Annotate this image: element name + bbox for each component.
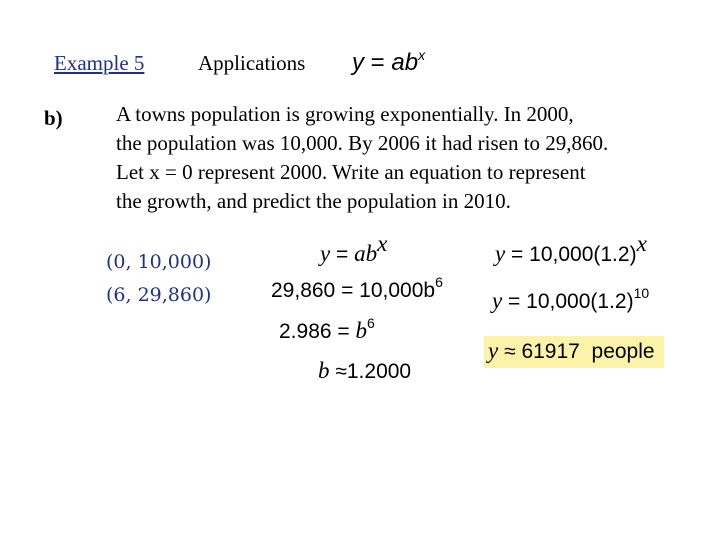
topic-heading: Applications xyxy=(198,51,306,75)
step1-rhs: ab xyxy=(354,241,378,266)
step3-lhs: 2.986 xyxy=(279,320,332,343)
eq1-rhs: 10,000(1.2) xyxy=(529,243,637,266)
work-step-1: $y = ab^x$ xyxy=(320,231,388,266)
problem-line: the population was 10,000. By 2006 it had risen to 29,860. xyxy=(116,131,609,155)
general-formula xyxy=(352,49,425,77)
step2-lhs: 29,860 xyxy=(271,279,336,302)
answer xyxy=(488,338,655,364)
step3-exp: 6 xyxy=(367,315,375,331)
step4-rhs: 1.2000 xyxy=(346,360,412,383)
work-step-3: $2.986 = b^6$ xyxy=(279,315,375,343)
equation-general: $y = 10,000(1.2)^x$ xyxy=(495,231,647,266)
step4-lhs: b xyxy=(318,358,330,383)
point-2: (6, 29,860) xyxy=(106,284,212,306)
equation-2010: $y = 10,000(1.2)^{10}$ xyxy=(492,285,650,313)
work-step-2: $29,860 = 10,000b^6$ xyxy=(271,274,443,302)
eq1-lhs: y xyxy=(495,241,506,266)
problem-line: the growth, and predict the population in 2010. xyxy=(116,189,511,213)
formula-base: ab xyxy=(391,49,419,76)
problem-text xyxy=(116,100,608,216)
example-title: Example 5 xyxy=(54,51,145,75)
step3-rhs: b xyxy=(355,318,367,343)
problem-line: Let x = 0 represent 2000. Write an equation to represent xyxy=(116,160,586,184)
step2-rhs: 10,000b xyxy=(359,279,436,302)
answer-value: 61917 xyxy=(521,340,580,363)
problem-line: A towns population is growing exponentially. In 2000, xyxy=(116,102,574,126)
eq2-exp: 10 xyxy=(633,285,650,301)
answer-rel: ≈ xyxy=(504,340,516,363)
step1-lhs: y xyxy=(320,241,331,266)
formula-eq: = xyxy=(364,49,392,76)
eq1-exp: x xyxy=(636,231,647,256)
step2-exp: 6 xyxy=(435,274,443,290)
step1-exp: x xyxy=(377,231,388,256)
part-label: b) xyxy=(44,106,63,130)
eq2-rhs: 10,000(1.2) xyxy=(526,290,634,313)
formula-lhs: y xyxy=(352,49,364,76)
step4-rel: ≈ xyxy=(335,360,347,383)
formula-exponent: x xyxy=(418,47,426,63)
answer-lhs: y xyxy=(488,338,499,363)
answer-unit: people xyxy=(591,340,655,363)
point-1: (0, 10,000) xyxy=(106,251,212,273)
work-step-4 xyxy=(318,358,411,384)
eq2-lhs: y xyxy=(492,288,503,313)
